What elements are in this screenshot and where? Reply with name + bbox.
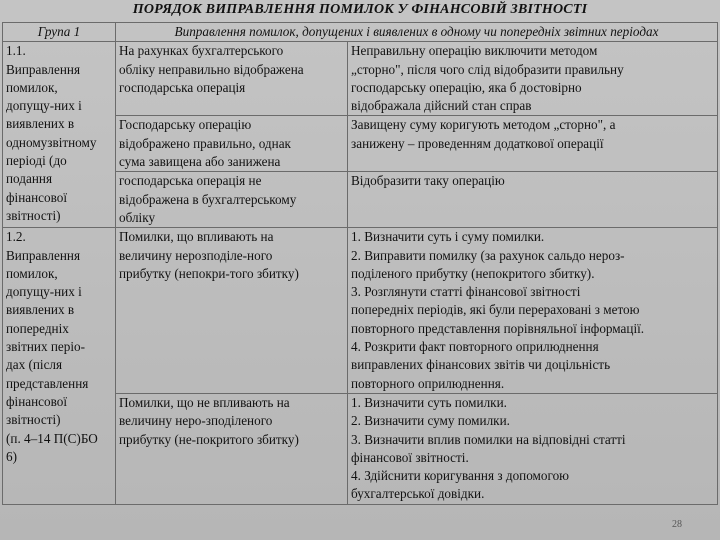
page-title: ПОРЯДОК ВИПРАВЛЕННЯ ПОМИЛОК У ФІНАНСОВІЙ ЗВІТНОСТІ — [132, 2, 588, 17]
case-cell: господарська операція не відображена в бухгалтерському обліку — [116, 172, 348, 228]
action-cell: 1. Визначити суть і суму помилки. 2. Виправити помилку (за рахунок сальдо нероз- поділеного прибутку (непокритого збитку). 3. Розглянути статті фінансової звітності попередніх періодів, які були перераховані з метою повторного представлення порівняльної інформації. 4. Розкрити факт повторного оприлюднення виправлених фінансових звітів чи доцільність повторного оприлюднення. — [348, 228, 718, 394]
header-description: Виправлення помилок, допущених і виявлених в одному чи попередніх звітних періодах — [116, 23, 718, 42]
table-row — [3, 228, 718, 394]
group-cell-1: 1.1. Виправлення помилок, допущу-них і виявлених в одномузвітному періоді (до подання фінансової звітності) — [3, 42, 116, 228]
action-cell: Неправильну операцію виключити методом „сторно", після чого слід відобразити правильну господарську операцію, яка б достовірно відображала дійсний стан справ — [348, 42, 718, 116]
header-group: Група 1 — [3, 23, 116, 42]
case-cell: Помилки, що впливають на величину нерозподіле-ного прибутку (непокри-того збитку) — [116, 228, 348, 394]
errors-table — [2, 22, 718, 505]
case-cell: Господарську операцію відображено правильно, однак сума завищена або занижена — [116, 116, 348, 172]
case-cell: Помилки, що не впливають на величину неро-зподіленого прибутку (не-покритого збитку) — [116, 393, 348, 504]
action-cell: 1. Визначити суть помилки. 2. Визначити суму помилки. 3. Визначити вплив помилки на відповідні статті фінансової звітності. 4. Здійснити коригування з допомогою бухгалтерської довідки. — [348, 393, 718, 504]
table-row — [3, 42, 718, 116]
table-header-row — [3, 23, 718, 42]
action-cell: Завищену суму коригують методом „сторно", а занижену – проведенням додаткової операції — [348, 116, 718, 172]
page-number: 28 — [672, 519, 682, 530]
action-cell: Відобразити таку операцію — [348, 172, 718, 228]
case-cell: На рахунках бухгалтерського обліку неправильно відображена господарська операція — [116, 42, 348, 116]
group-cell-2: 1.2. Виправлення помилок, допущу-них і виявлених в попередніх звітних періо- дах (після представлення фінансової звітності) (п. 4–14 П(С)БО 6) — [3, 228, 116, 504]
